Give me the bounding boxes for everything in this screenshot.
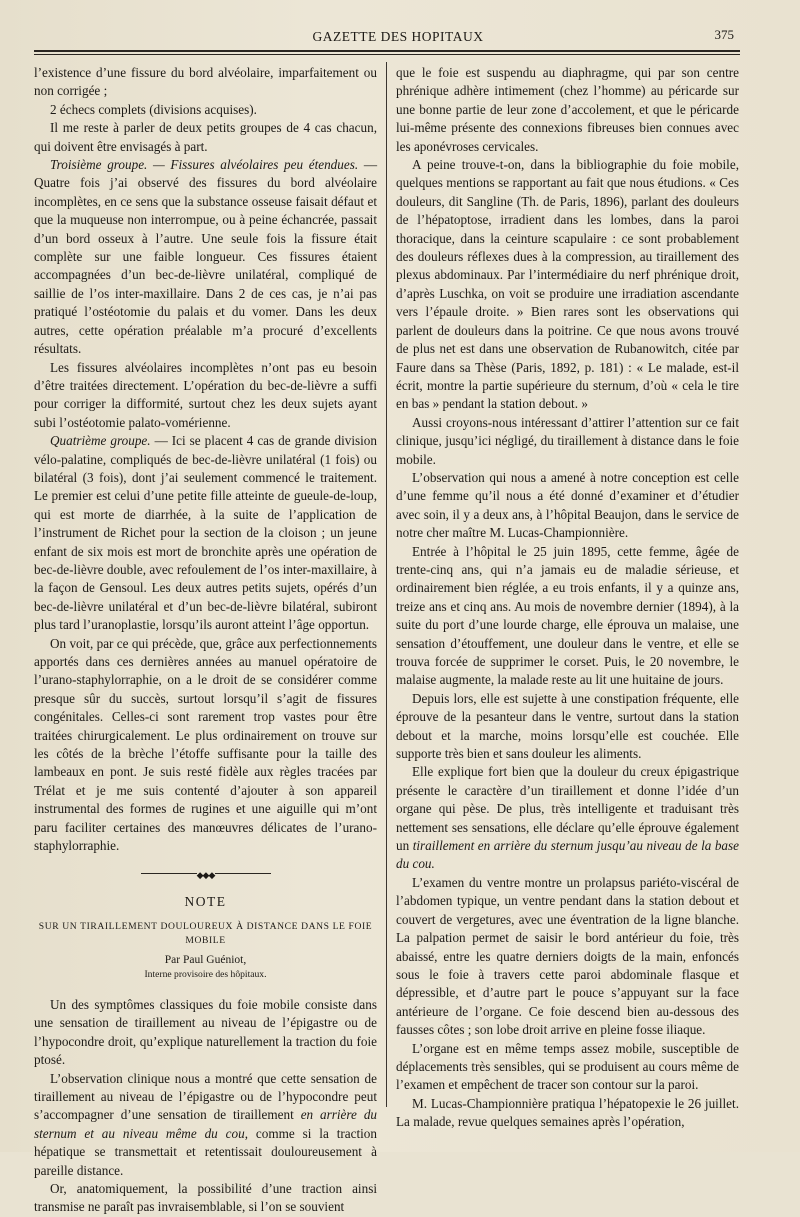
journal-title: GAZETTE DES HOPITAUX bbox=[312, 29, 484, 44]
paragraph: L’observation qui nous a amené à notre conception est celle d’une femme qu’il nous a été donné d’examiner et d’étudier avec soin, il y a deux ans, à l’hôpital Beaujon, dans le service de notre cher maître M. Lucas-Championnière. bbox=[396, 469, 739, 541]
page-number: 375 bbox=[714, 27, 734, 42]
paragraph-text: , comme si la traction hépatique se transmettait et retentissait douloureusement à pareille distance. bbox=[34, 1125, 377, 1178]
note-affiliation: Interne provisoire des hôpitaux. bbox=[144, 968, 267, 980]
section-heading-fourth-group: Quatrième groupe. bbox=[50, 433, 151, 449]
section-divider-ornament: ◆◆◆ bbox=[141, 869, 271, 879]
paragraph bbox=[34, 432, 377, 634]
paragraph: l’existence d’une fissure du bord alvéolaire, imparfaitement ou non corrigée ; bbox=[34, 65, 377, 99]
paragraph: Or, anatomiquement, la possibilité d’une traction ainsi transmise ne paraît pas invraisemblable, si l’on se souvient bbox=[34, 1180, 377, 1215]
note-author: Par Paul Guéniot, bbox=[164, 953, 247, 966]
paragraph: Aussi croyons-nous intéressant d’attirer l’attention sur ce fait clinique, jusqu’ici négligé, du tiraillement à distance dans le foie mobile. bbox=[396, 414, 739, 467]
paragraph: Il me reste à parler de deux petits groupes de 4 cas chacun, qui doivent être envisagés à part. bbox=[34, 120, 377, 154]
column-divider bbox=[386, 62, 387, 1107]
note-subtitle: SUR UN TIRAILLEMENT DOULOUREUX À DISTANCE DANS LE FOIE MOBILE bbox=[38, 920, 373, 946]
paragraph-text: Elle explique fort bien que la douleur du creux épigastrique présente le caractère d’un tiraillement et donne l’idée d’un organe qui pèse. De plus, très intelligente et traduisant très nettement ses sensations, elle déclare qu’elle éprouve également un bbox=[396, 764, 739, 854]
paragraph: On voit, par ce qui précède, que, grâce aux perfectionnements apportés dans ces dernières années au manuel opératoire de l’urano-staphylorraphie, on a le droit de se considérer comme presque sûr du succès, surtout lorsqu’il s’agit de fissures congénitales. Celles-ci sont rarement trop vastes pour être traitées chirurgicalement. Le plus ordinairement on trouve sur les côtés de la brèche l’étoffe suffisante pour la taille des lambeaux en pont. Je suis resté fidèle aux règles tracées par Trélat et je me suis contenté d’ajouter à son appareil instrumental des formes de rugines et une aiguille qui m’ont paru faciliter certaines des manœuvres délicates de l’urano-staphylorraphie. bbox=[34, 635, 377, 854]
paragraph-body: — Ici se placent 4 cas de grande division vélo-palatine, compliqués de bec-de-lièvre unilatéral (1 fois) ou bilatéral (3 fois), dont j’ai seulement commencé le traitement. Le premier est celui d’une petite fille atteinte de gueule-de-loup, qui est morte de diarrhée, à la suite de l’application de l’instrument de Richet pour la section de la cloison ; un jeune enfant de six mois est mort de bronchite après une opération de bec-de-lièvre double, avec refoulement de l’os inter-maxillaire, à la façon de Gensoul. Les deux autres petits sujets, opérés d’un bec-de-lièvre unilatéral et d’un bec-de-lièvre bilatéral, subiront plus tard l’uranoplastie, lorsqu’ils auront atteint l’âge opportun. bbox=[34, 433, 377, 633]
paragraph bbox=[34, 1070, 377, 1180]
left-column bbox=[34, 64, 377, 1217]
paragraph: Un des symptômes classiques du foie mobile consiste dans une sensation de tiraillement au niveau de l’épigastre ou de l’hypocondre droit, qu’explique naturellement la traction du foie ptosé. bbox=[34, 996, 377, 1068]
note-title: NOTE bbox=[184, 894, 227, 910]
paragraph bbox=[34, 156, 377, 358]
paragraph: que le foie est suspendu au diaphragme, qui par son centre phrénique adhère intimement (chez l’homme) au péricarde sur une bonne partie de leur zone d’accolement, et que le péricarde lui-même présente des connexions fibreuses bien connues avec les aponévroses cervicales. bbox=[396, 65, 739, 154]
paragraph: M. Lucas-Championnière pratiqua l’hépatopexie le 26 juillet. La malade, revue quelques semaines après l’opération, bbox=[396, 1095, 739, 1130]
paragraph: Les fissures alvéolaires incomplètes n’ont pas eu besoin d’être traitées directement. L’opération du bec-de-lièvre a suffi pour corriger la difformité, surtout chez les deux sujets ayant subi l’ostéotomie palato-vomérienne. bbox=[34, 359, 377, 430]
right-column bbox=[396, 64, 739, 1132]
paragraph: Entrée à l’hôpital le 25 juin 1895, cette femme, âgée de trente-cinq ans, qui n’a jamais eu de maladie sérieuse, et ordinairement bien réglée, a eu trois enfants, il y a quinze ans, treize ans et cinq ans. Au mois de novembre dernier (1894), à la suite du port d’une lourde charge, elle éprouva un malaise, une sensation d’étouffement, une douleur dans le ventre, et elle se trouva forcée de supprimer le corset. Puis, le 20 novembre, le malaise augmente, la malade reste au lit une huitaine de jours. bbox=[396, 543, 739, 688]
header-rule bbox=[34, 50, 740, 52]
paragraph: 2 échecs complets (divisions acquises). bbox=[50, 101, 257, 117]
paragraph bbox=[396, 763, 739, 873]
section-heading-third-group: Troisième groupe. — Fissures alvéolaires peu étendues. bbox=[50, 157, 359, 173]
paragraph-text: L’observation clinique nous a montré que cette sensation de tiraillement au niveau de l’épigastre ou de l’hypocondre peut s’accompagner d’une sensation de tiraillement bbox=[34, 1070, 377, 1123]
paragraph: L’organe est en même temps assez mobile, susceptible de déplacements très sensibles, qui se produisent au cours même de l’examen et empêchent de tracer son contour sur la paroi. bbox=[396, 1040, 739, 1093]
header-rule-thin bbox=[34, 54, 740, 55]
emphasis: en arrière du sternum et au niveau même du cou bbox=[34, 1107, 378, 1141]
paragraph: A peine trouve-t-on, dans la bibliographie du foie mobile, quelques mentions se rapportant au fait que nous étudions. « Ces douleurs, dit Sangline (Th. de Paris, 1896), parlant des douleurs de l’hépatoptose, irradient dans les lombes, dans la paroi thoracique, dans la ceinture scapulaire : ce sont probablement des douleurs réflexes dues à la compression, au tiraillement des plexus abdominaux. Par l’intermédiaire du nerf phrénique droit, d’après Luschka, on voit se produire une irradiation ascendante vers l’épaule droite. » Bien rares sont les observations qui parlent de douleurs dans la poitrine. Ce que nous avons trouvé de plus net est dans une observation de Rubanowitch, citée par Faure dans sa Thèse (Paris, 1892, p. 181) : « Le malade, est-il écrit, montre la partie supérieure du sternum, d’où « cela le tire en bas » pendant la station debout. » bbox=[396, 157, 739, 412]
paragraph: Depuis lors, elle est sujette à une constipation fréquente, elle éprouve de la pesanteur dans le ventre, surtout dans la station debout et la marche, moins lorsqu’elle est couchée. Elle supporte très bien et sans douleur les aliments. bbox=[396, 690, 739, 762]
emphasis: tiraillement en arrière du sternum jusqu’au niveau de la base du cou. bbox=[396, 838, 740, 872]
paragraph-body: — Quatre fois j’ai observé des fissures du bord alvéolaire incomplètes, en ce sens que la substance osseuse faisait défaut et que la muqueuse non interrompue, ou à peine échancrée, passait d’un bord osseux à l’autre. Une seule fois la fissure était complète sur une faible longueur. Ces fissures étaient accompagnées d’un bec-de-lièvre unilatéral, compliqué de saillie de l’os inter-maxillaire. Dans 2 de ces cas, je n’ai pas pratiqué l’ostéotomie du palais et du vomer. Dans les deux autres, cette opération préalable m’a procuré d’excellents résultats. bbox=[34, 157, 377, 357]
running-head bbox=[48, 27, 748, 47]
paragraph: L’examen du ventre montre un prolapsus pariéto-viscéral de l’abdomen typique, un ventre pendant dans la station debout et couvert de vergetures, avec une éventration de la ligne blanche. La palpation permet de saisir le bord antérieur du foie, très abaissé, entre les quatre derniers doigts de la main, enfoncés sous le foie à travers cette paroi abdominale flasque et dépressible, et d’autre part le pouce s’appuyant sur la face antérieure de l’organe. Ce foie descend bien au-dessous des fausses côtes ; son lobe droit arrive en pleine fosse iliaque. bbox=[396, 874, 739, 1038]
